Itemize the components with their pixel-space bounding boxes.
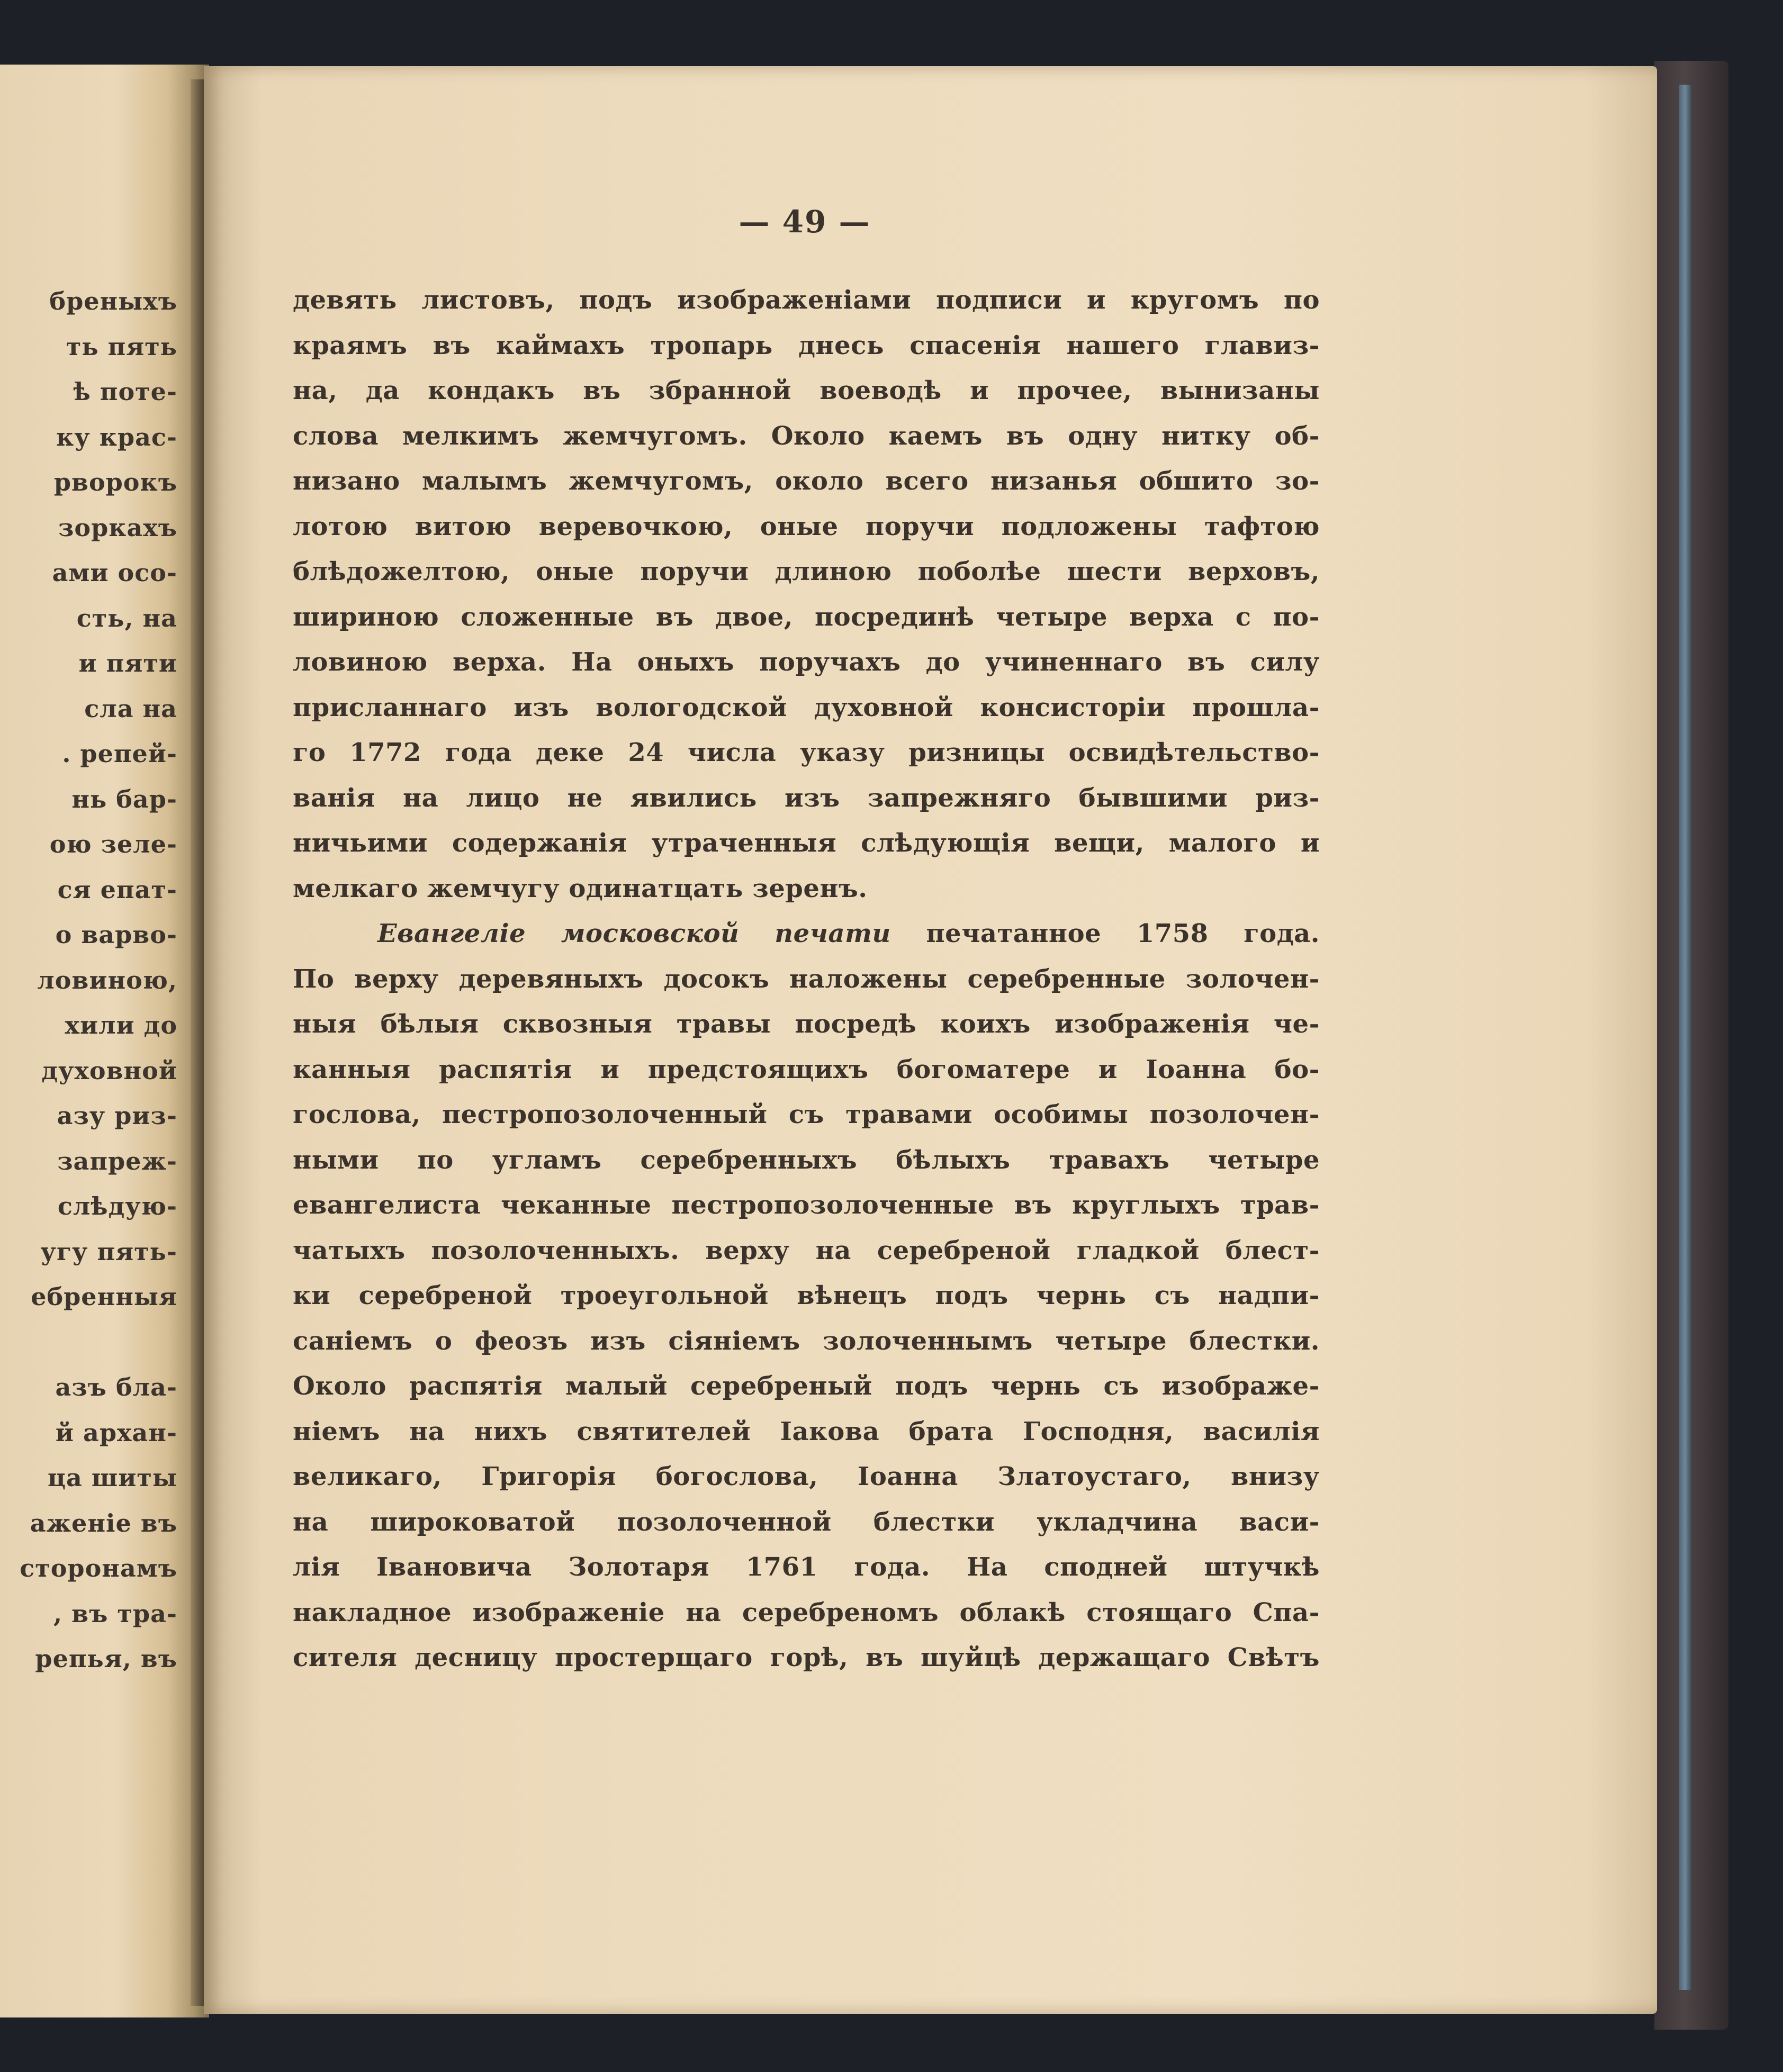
text-line: ничьими содержанія утраченныя слѣдующія вещи, малого и <box>293 828 1320 858</box>
text-line: ванія на лицо не явились изъ запрежняго бывшими риз- <box>293 783 1320 813</box>
previous-page-line: и пяти <box>78 649 177 677</box>
previous-page-line: рворокъ <box>53 468 177 496</box>
previous-page-fragment <box>0 65 209 2017</box>
previous-page-line: ся епат- <box>57 875 177 904</box>
page-number: — 49 — <box>739 204 871 240</box>
text-line: блѣдожелтою, оные поручи длиною поболѣе шести верховъ, <box>293 557 1320 586</box>
text-line: ніемъ на нихъ святителей Іакова брата Господня, василія <box>293 1416 1320 1446</box>
text-line: чатыхъ позолоченныхъ. верху на серебреной гладкой блест- <box>293 1235 1320 1265</box>
previous-page-line: й архан- <box>55 1418 177 1447</box>
text-line: девять листовъ, подъ изображеніами подписи и кругомъ по <box>293 285 1320 315</box>
previous-page-line: сла на <box>84 694 177 723</box>
previous-page-line: . репей- <box>62 739 177 768</box>
previous-page-line: ѣ поте- <box>73 377 177 406</box>
text-line: великаго, Григорія богослова, Іоанна Златоустаго, внизу <box>293 1462 1320 1491</box>
previous-page-line: ть пять <box>66 332 177 361</box>
text-line: Около распятія малый серебреный подъ чернь съ изображе- <box>293 1371 1320 1401</box>
previous-page-line: ку крас- <box>56 422 177 451</box>
text-line: саніемъ о феозъ изъ сіяніемъ золоченнымъ четыре блестки. <box>293 1326 1320 1356</box>
previous-page-line: бреныхъ <box>49 287 177 315</box>
text-line: слова мелкимъ жемчугомъ. Около каемъ въ одну нитку об- <box>293 421 1320 451</box>
page-body-text <box>293 278 1320 1681</box>
book-cover-edge <box>1654 61 1728 2030</box>
previous-page-line: азу риз- <box>57 1101 177 1130</box>
previous-page-line: ою зеле- <box>49 830 177 858</box>
text-line: канныя распятія и предстоящихъ богоматере и Іоанна бо- <box>293 1054 1320 1084</box>
text-line: лотою витою веревочкою, оные поручи подложены тафтою <box>293 511 1320 541</box>
previous-page-line: ами осо- <box>52 558 177 587</box>
text-line: сителя десницу простерщаго горѣ, въ шуйцѣ держащаго Свѣтъ <box>293 1643 1320 1672</box>
text-line: накладное изображеніе на серебреномъ облакѣ стоящаго Спа- <box>293 1597 1320 1627</box>
previous-page-line: ебренныя <box>31 1282 177 1311</box>
previous-page-line: , въ тра- <box>53 1599 177 1628</box>
previous-page-line: азъ бла- <box>55 1373 177 1401</box>
previous-page-line: запреж- <box>57 1146 177 1175</box>
previous-page-text <box>3 279 177 1682</box>
text-line: присланнаго изъ вологодской духовной консисторіи прошла- <box>293 692 1320 722</box>
previous-page-line: зоркахъ <box>58 513 177 542</box>
text-line: лія Івановича Золотаря 1761 года. На сподней штучкѣ <box>293 1552 1320 1582</box>
text-line: на, да кондакъ въ збранной воеводѣ и прочее, вынизаны <box>293 376 1320 405</box>
previous-page-line: хили до <box>65 1011 177 1039</box>
text-line: на широковатой позолоченной блестки укладчина васи- <box>293 1507 1320 1537</box>
previous-page-line: слѣдую- <box>57 1192 177 1220</box>
previous-page-line: духовной <box>41 1056 177 1085</box>
text-line: ными по угламъ серебренныхъ бѣлыхъ травахъ четыре <box>293 1145 1320 1175</box>
previous-page-line: о варво- <box>55 920 177 949</box>
previous-page-line: репья, въ <box>35 1644 177 1673</box>
paragraph-2-title: Евангеліе московской печати <box>377 919 891 948</box>
text-line: краямъ въ каймахъ тропарь днесь спасенія нашего главиз- <box>293 330 1320 360</box>
previous-page-line: аженіе въ <box>30 1508 177 1537</box>
text-line: евангелиста чеканные пестропозолоченные въ круглыхъ трав- <box>293 1190 1320 1220</box>
text-line: мелкаго жемчугу одинатцать зеренъ. <box>293 873 868 903</box>
previous-page-line: угу пять- <box>40 1237 177 1266</box>
text-line: шириною сложенные въ двое, посрединѣ четыре верха с по- <box>293 602 1320 632</box>
text-line: ловиною верха. На оныхъ поручахъ до учиненнаго въ силу <box>293 647 1320 677</box>
text-line: ки серебреной троеугольной вѣнецъ подъ чернь съ надпи- <box>293 1281 1320 1310</box>
text-line: го 1772 года деке 24 числа указу ризницы освидѣтельство- <box>293 738 1320 767</box>
text-line: гослова, пестропозолоченный съ травами особимы позолочен- <box>293 1100 1320 1129</box>
text-line: низано малымъ жемчугомъ, около всего низанья обшито зо- <box>293 466 1320 496</box>
text-line: ныя бѣлыя сквозныя травы посредѣ коихъ изображенія че- <box>293 1009 1320 1039</box>
previous-page-line: ца шиты <box>48 1463 177 1492</box>
paragraph-2-first-line-rest: печатанное 1758 года. <box>926 919 1320 948</box>
previous-page-line: нь бар- <box>71 784 177 813</box>
page-block-edge <box>1679 85 1691 1990</box>
previous-page-line <box>3 1320 177 1365</box>
text-line: По верху деревяныхъ досокъ наложены серебренные золочен- <box>293 964 1320 994</box>
previous-page-line: сторонамъ <box>20 1554 177 1582</box>
previous-page-line: сть, на <box>76 603 177 632</box>
paragraph-2-first-line <box>293 911 1320 957</box>
paragraph-2 <box>293 957 1320 1681</box>
previous-page-line: ловиною, <box>37 965 177 994</box>
paragraph-1 <box>293 278 1320 911</box>
